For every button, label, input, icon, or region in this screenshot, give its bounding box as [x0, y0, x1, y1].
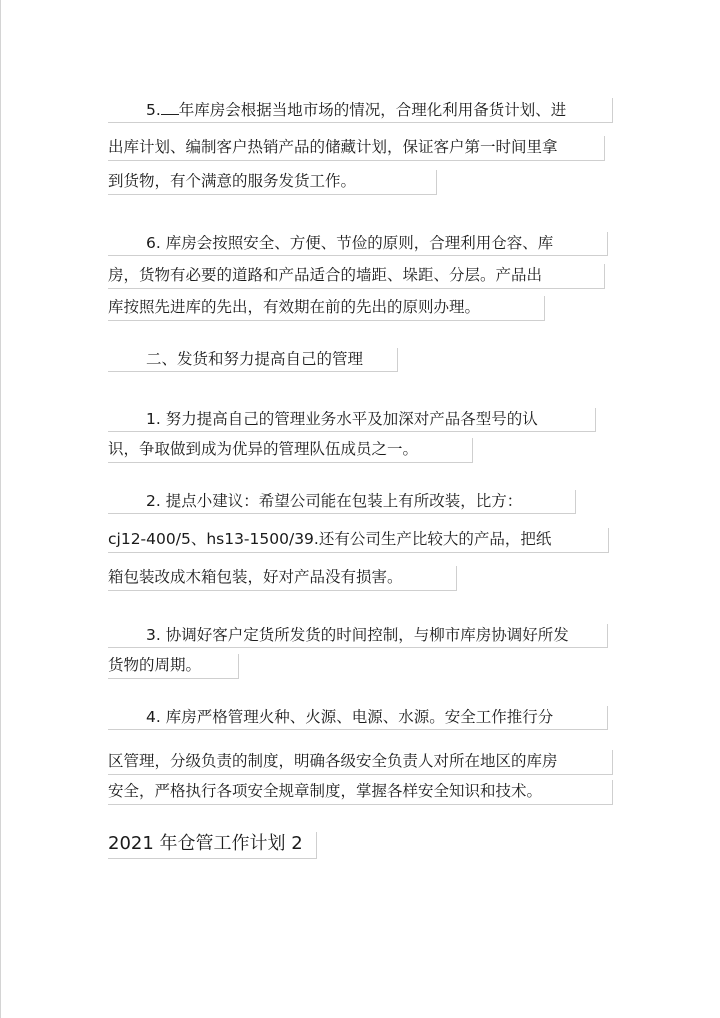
page-border [0, 0, 1, 1018]
blank-underline [161, 98, 179, 115]
section-heading: 二、发货和努力提高自己的管理 [108, 348, 398, 372]
paragraph-line: 6. 库房会按照安全、方便、节俭的原则，合理利用仓容、库 [108, 232, 608, 256]
paragraph-line: 2. 提点小建议：希望公司能在包装上有所改装，比方： [108, 490, 576, 514]
paragraph-line: 1. 努力提高自己的管理业务水平及加深对产品各型号的认 [108, 408, 596, 432]
paragraph-line: 房，货物有必要的道路和产品适合的墙距、垛距、分层。产品出 [108, 264, 605, 289]
document-heading: 2021 年仓管工作计划 2 [108, 832, 317, 859]
paragraph-line: 到货物，有个满意的服务发货工作。 [108, 170, 437, 195]
paragraph-line: cj12-400/5、hs13-1500/39.还有公司生产比较大的产品，把纸 [108, 528, 609, 553]
paragraph-line: 区管理，分级负责的制度，明确各级安全负责人对所在地区的库房 [108, 750, 613, 775]
paragraph-line: 箱包装改成木箱包装，好对产品没有损害。 [108, 566, 457, 591]
paragraph-line: 3. 协调好客户定货所发货的时间控制，与柳市库房协调好所发 [108, 624, 608, 648]
paragraph-line: 出库计划、编制客户热销产品的储藏计划，保证客户第一时间里拿 [108, 136, 605, 161]
paragraph-line: 识，争取做到成为优异的管理队伍成员之一。 [108, 438, 473, 463]
paragraph-line: 货物的周期。 [108, 654, 239, 679]
paragraph-line: 库按照先进库的先出，有效期在前的先出的原则办理。 [108, 296, 545, 321]
paragraph-line: 5. 年库房会根据当地市场的情况，合理化利用备货计划、进 [108, 98, 613, 123]
paragraph-line: 安全，严格执行各项安全规章制度，掌握各样安全知识和技术。 [108, 780, 613, 805]
paragraph-line: 4. 库房严格管理火种、火源、电源、水源。安全工作推行分 [108, 706, 608, 730]
